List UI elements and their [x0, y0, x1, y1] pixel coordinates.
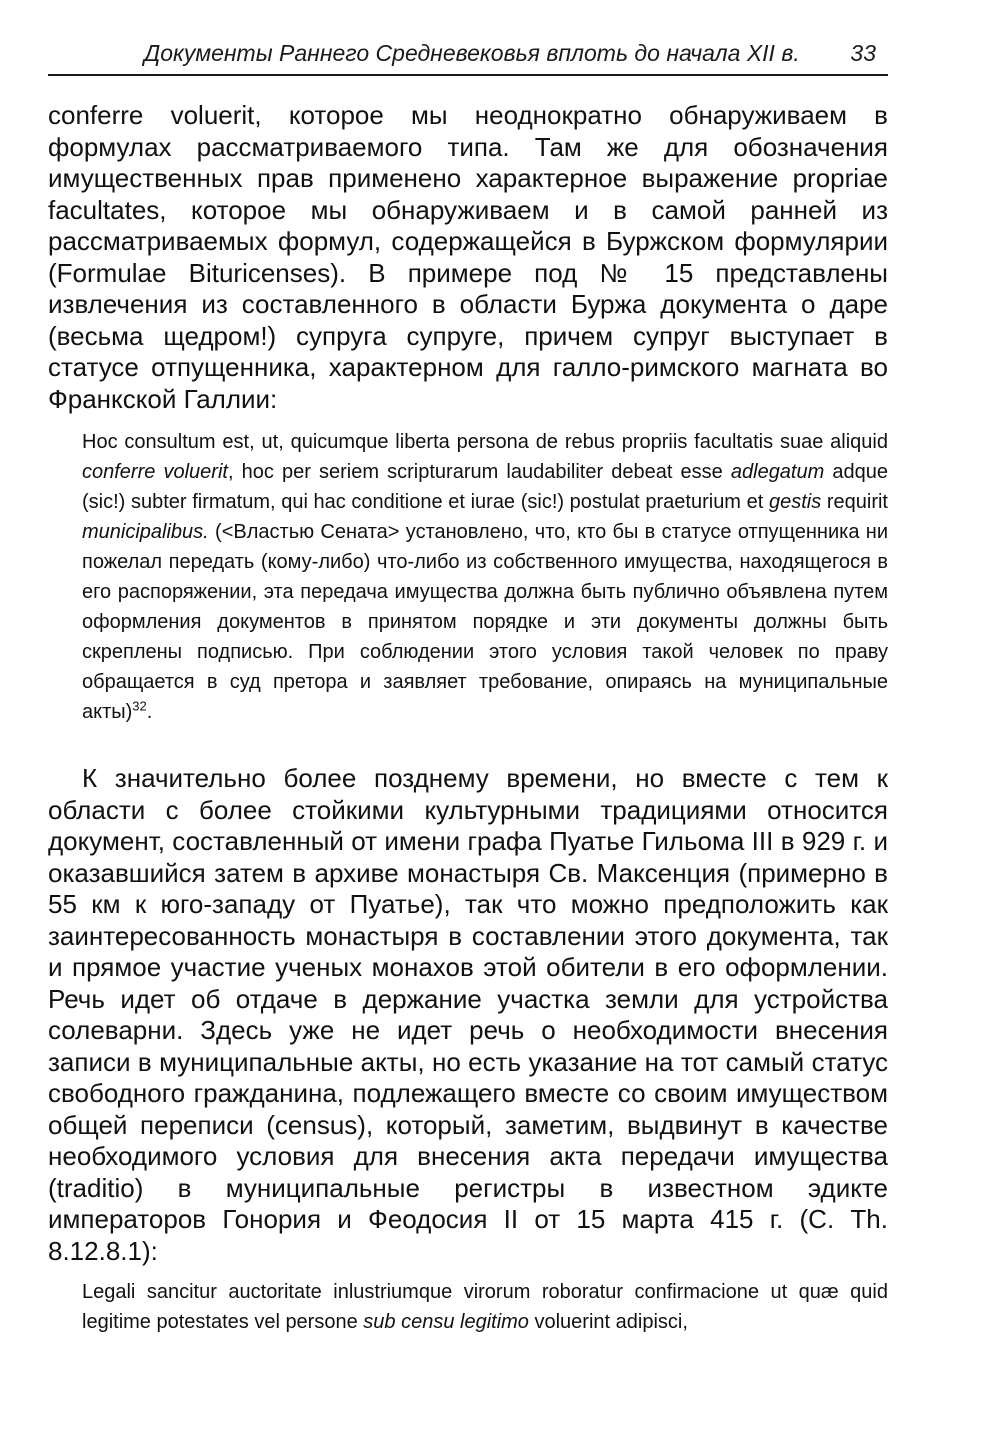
quote-1-translation: (<Властью Сената> установлено, что, кто бы в статусе отпущенника ни пожелал передать (кому-либо) что-либо из собственного имущества, находящегося в его распоряжении, эта передача имущества должна быть публично объявлена путем оформления документов в принятом порядке и эти документы должны быть скреплены подписью. При соблюдении этого условия такой человек по праву обращается в суд претора и заявляет требование, опираясь на муниципальные акты)	[82, 521, 888, 723]
quote-2-latin-part-1: Legali sancitur auctoritate inlustriumque virorum roboratur confirmacione ut quæ quid legitime potestates vel persone	[82, 1281, 888, 1333]
paragraph-1: conferre voluerit, которое мы неоднократно обнаруживаем в формулах рассматриваемого типа. Там же для обозначения имущественных прав применено характерное выражение propriae facultates, которое мы обнаруживаем и в самой ранней из рассматриваемых формул, содержащейся в Буржском формулярии (Formulae Bituricenses). В примере под № 15 представлены извлечения из составленного в области Буржа документа о даре (весьма щедром!) супруга супруге, причем супруг выступает в статусе отпущенника, характерном для галло-римского магната во Франкской Галлии:	[48, 100, 888, 414]
quote-1-latin-part-2: , hoc per seriem scripturarum laudabiliter debeat esse	[227, 461, 731, 483]
paragraph-2: К значительно более позднему времени, но вместе с тем к области с более стойкими культурными традициями относится документ, составленный от имени графа Пуатье Гильома III в 929 г. и оказавшийся затем в архиве монастыря Св. Максенция (примерно в 55 км к юго-западу от Пуатье), так что можно предположить как заинтересованность монастыря в составлении этого документа, так и прямое участие ученых монахов этой обители в его оформлении. Речь идет об отдаче в держание участка земли для устройства солеварни. Здесь уже не идет речь о необходимости внесения записи в муниципальные акты, но есть указание на тот самый статус свободного гражданина, подлежащего вместе со своим имуществом общей переписи (census), который, заметим, выдвинут в качестве необходимого условия для внесения акта передачи имущества (traditio) в муниципальные регистры в известном эдикте императоров Гонория и Феодосия II от 15 марта 415 г. (С. Th. 8.12.8.1):	[48, 763, 888, 1266]
quote-1-latin-italic-3: gestis	[768, 491, 822, 513]
quote-1-latin-italic-2: adlegatum	[730, 461, 825, 483]
quote-1-latin-part-4: requirit	[821, 491, 888, 513]
book-page	[48, 30, 888, 1337]
page-number: 33	[850, 40, 876, 66]
footnote-reference-32[interactable]: 32	[132, 698, 147, 714]
quote-1-latin-part-3: adque (sic!) subter firmatum, qui hac conditione et iurae (sic!) postulat praeturium et	[82, 461, 889, 513]
quote-1-latin-italic-4: municipalibus.	[82, 521, 209, 543]
quote-2-latin-italic-1: sub censu legitimo	[363, 1311, 529, 1333]
running-head	[48, 30, 888, 76]
running-title: Документы Раннего Средневековья вплоть до начала XII в.	[144, 40, 800, 66]
quote-2	[48, 1277, 888, 1337]
quote-1-latin-part-1: Hoc consultum est, ut, quicumque liberta persona de rebus propriis facultatis suae aliquid	[82, 431, 888, 453]
quote-1-end: .	[146, 701, 153, 723]
quote-1	[48, 427, 888, 727]
quote-2-latin-part-2: voluerint adipisci,	[528, 1311, 688, 1333]
quote-1-latin-italic-1: conferre voluerit	[82, 461, 228, 483]
